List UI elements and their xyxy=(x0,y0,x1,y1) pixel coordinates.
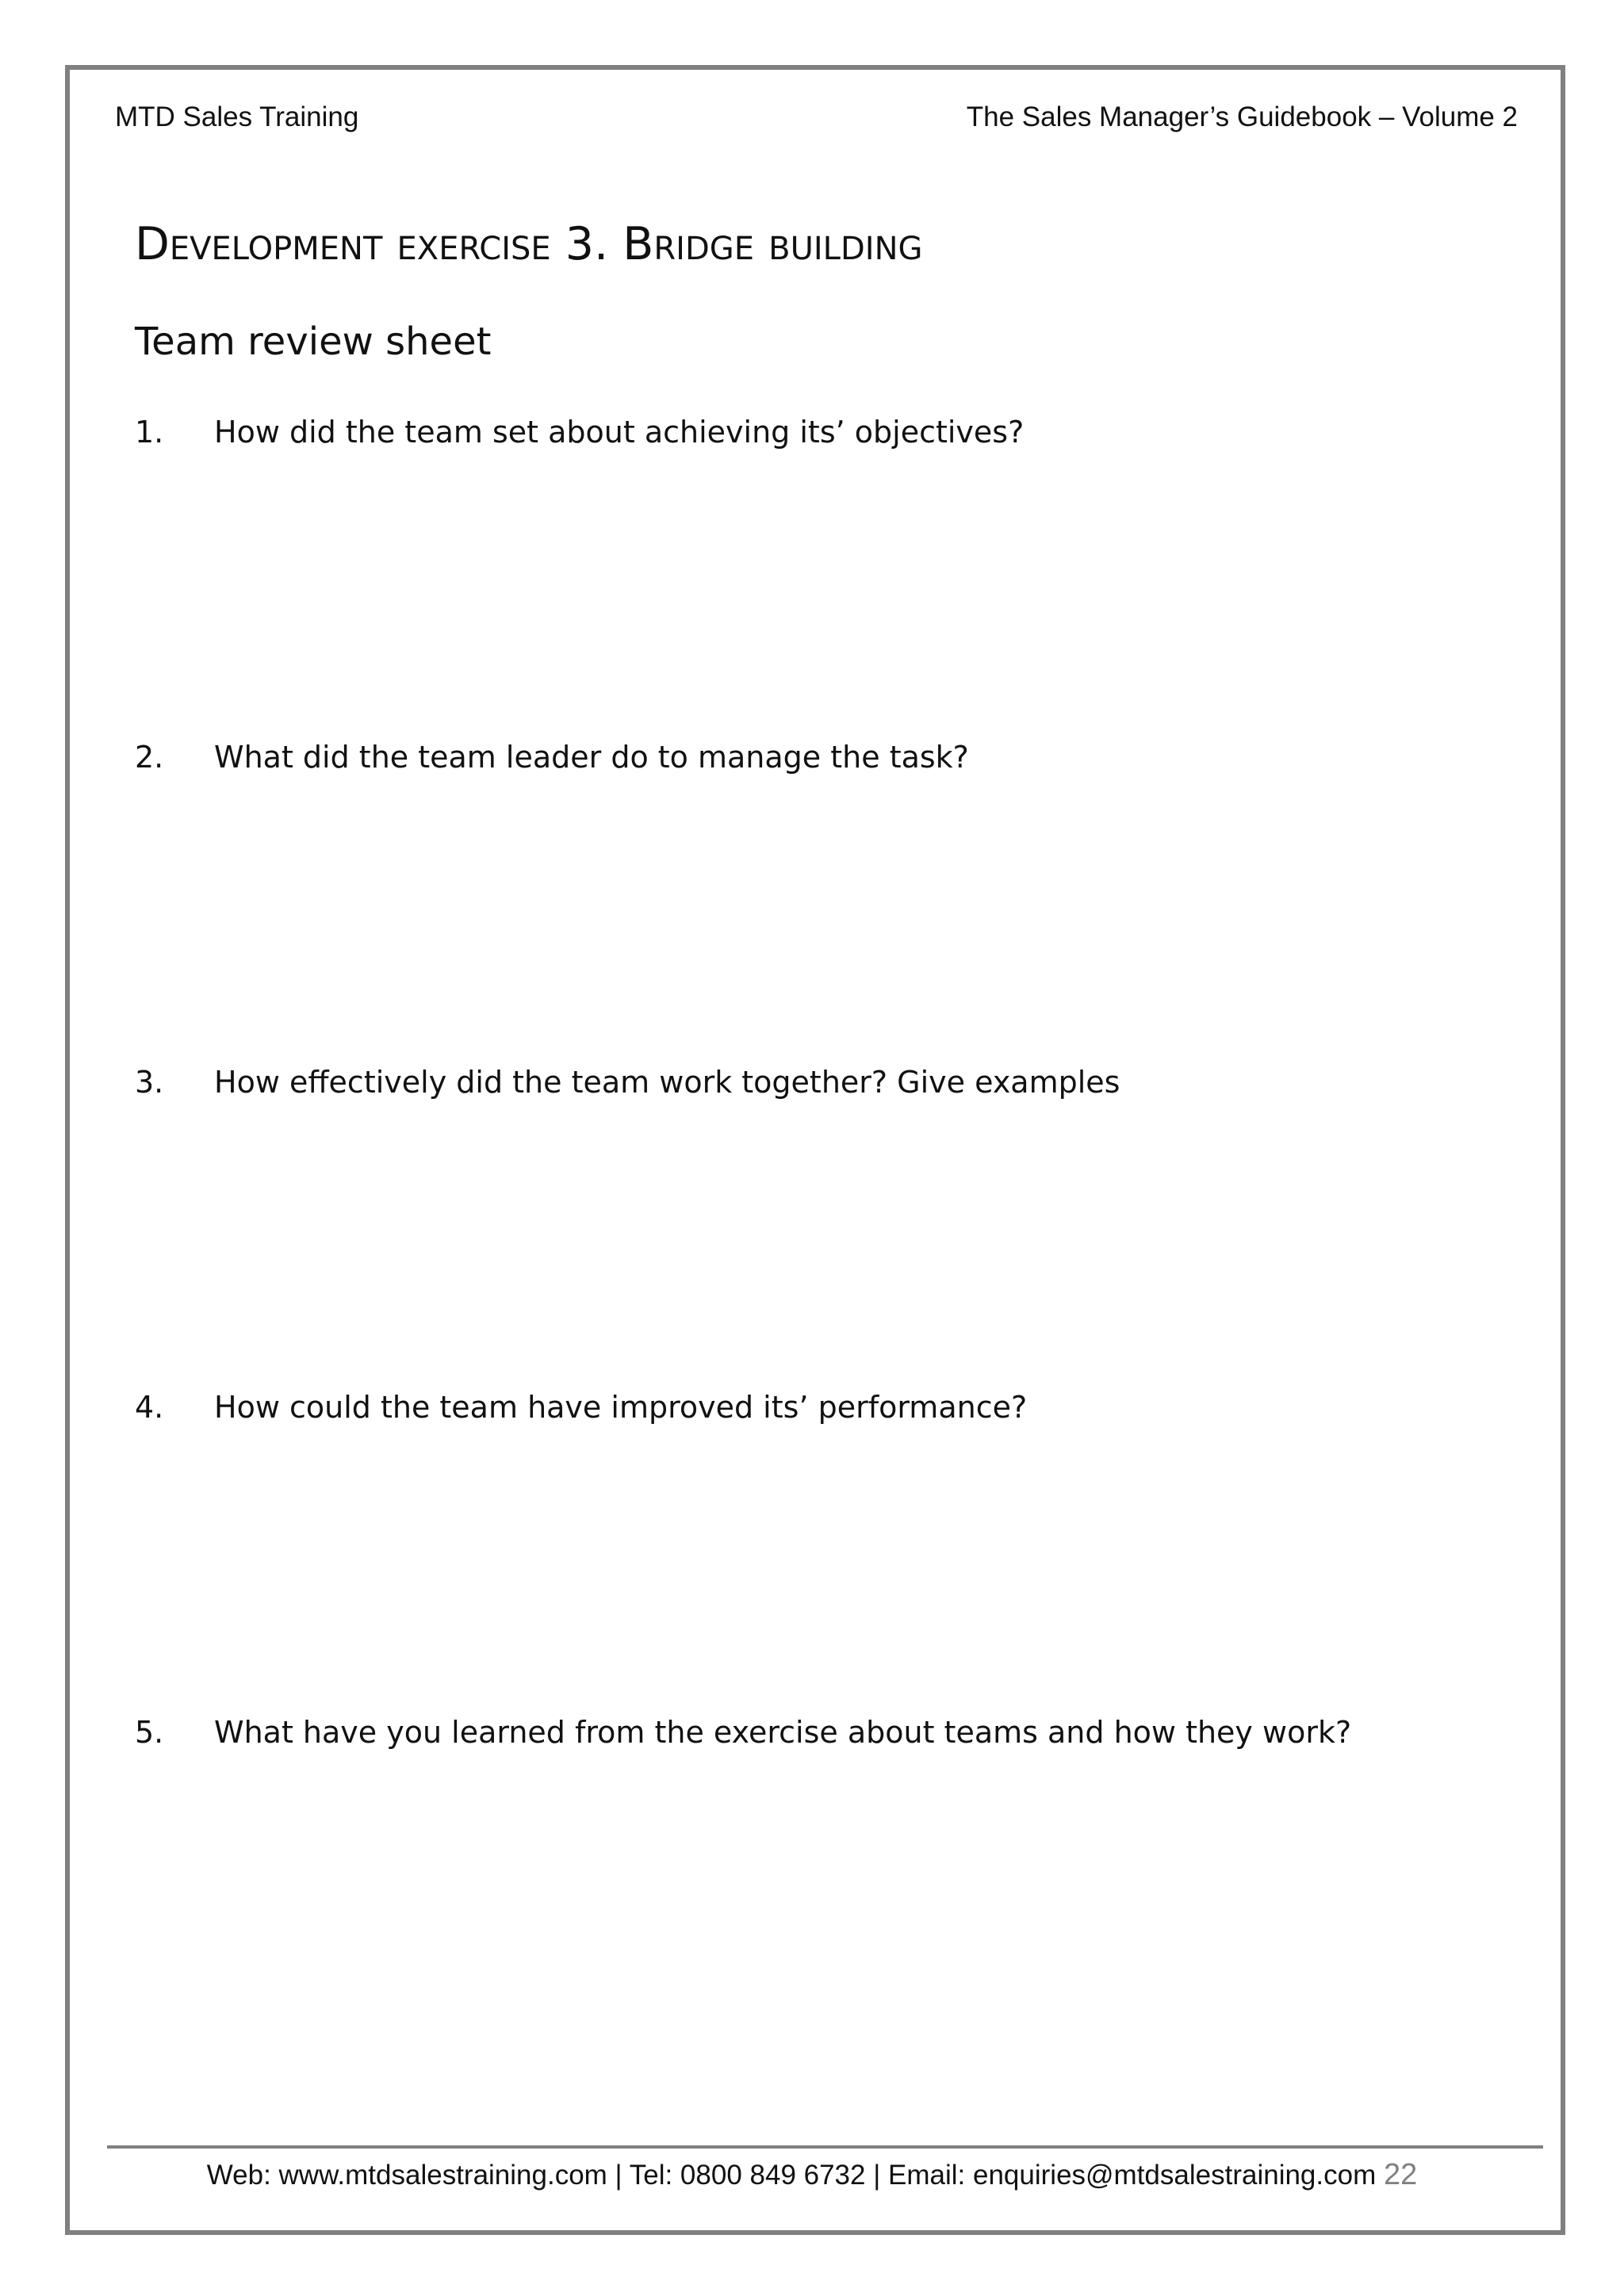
question-number: 3. xyxy=(135,1065,164,1100)
page-title: Development exercise 3. Bridge building xyxy=(135,218,923,270)
question-text: How effectively did the team work together? Give examples xyxy=(214,1065,1120,1100)
question-text: How did the team set about achieving its’ objectives? xyxy=(214,415,1025,450)
page-border xyxy=(65,65,1565,2235)
header-company: MTD Sales Training xyxy=(115,101,359,132)
question-number: 5. xyxy=(135,1715,164,1750)
section-subtitle: Team review sheet xyxy=(135,320,492,364)
question-text: How could the team have improved its’ performance? xyxy=(214,1390,1028,1425)
question-number: 4. xyxy=(135,1390,164,1425)
footer-divider xyxy=(107,2145,1543,2149)
question-text: What did the team leader do to manage the task? xyxy=(214,740,969,775)
header-book-title: The Sales Manager’s Guidebook – Volume 2 xyxy=(966,101,1518,132)
footer xyxy=(0,2155,1624,2195)
footer-contact: Web: www.mtdsalestraining.com | Tel: 0800 849 6732 | Email: enquiries@mtdsalestraining.com xyxy=(206,2160,1377,2191)
question-number: 1. xyxy=(135,415,164,450)
question-number: 2. xyxy=(135,740,164,775)
page-number: 22 xyxy=(1383,2158,1418,2191)
question-text: What have you learned from the exercise about teams and how they work? xyxy=(214,1715,1352,1750)
